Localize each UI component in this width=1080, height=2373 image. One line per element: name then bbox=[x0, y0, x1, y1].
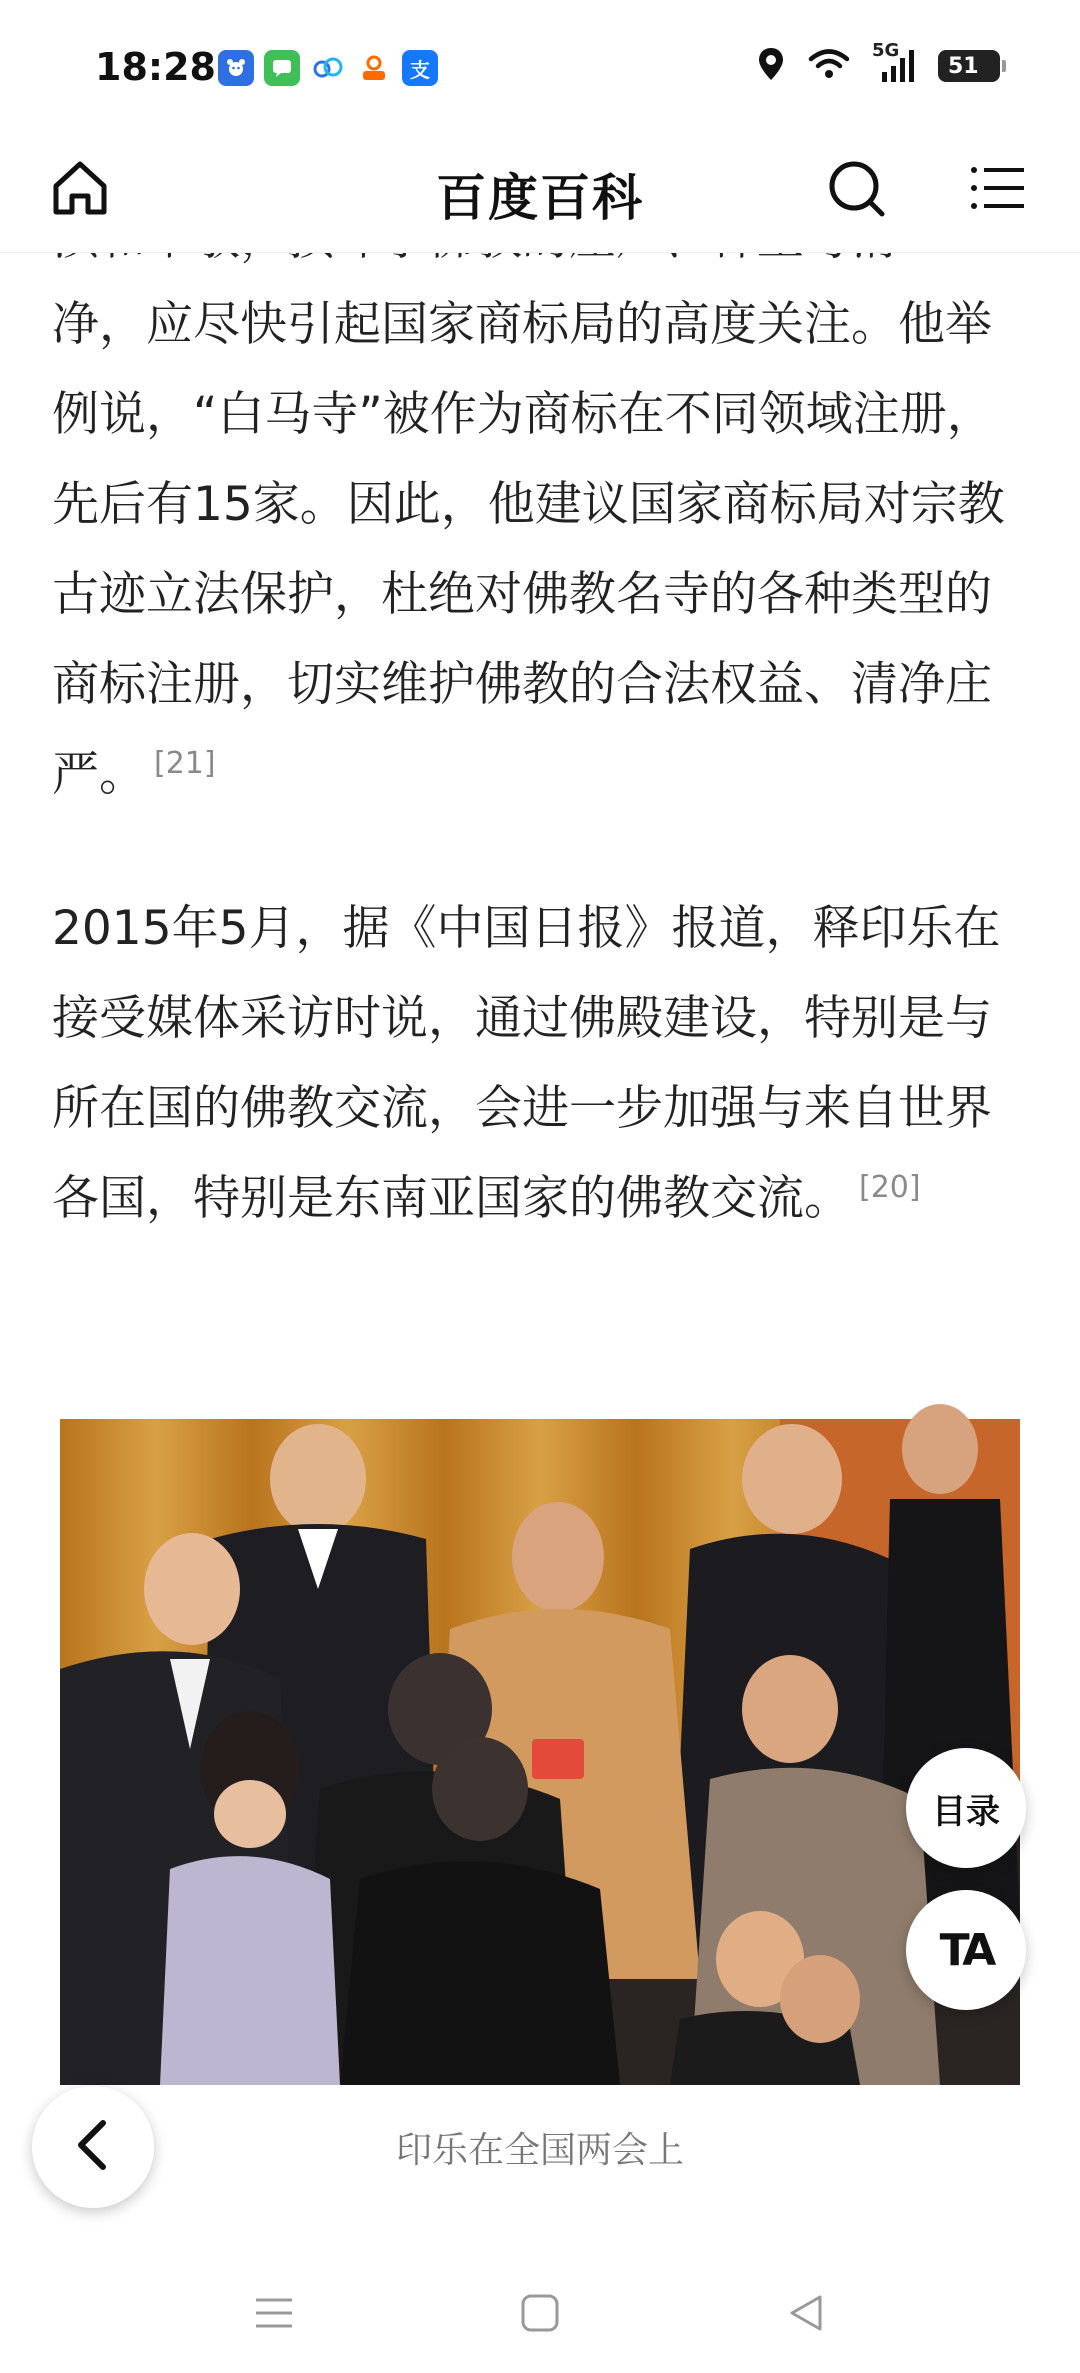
wifi-icon bbox=[808, 48, 850, 84]
message-icon bbox=[264, 50, 300, 86]
battery-icon bbox=[938, 50, 1000, 82]
photo-caption: 印乐在全国两会上 bbox=[395, 2130, 684, 2171]
status-bar bbox=[0, 0, 1080, 130]
top-nav-bar bbox=[0, 130, 1080, 253]
baidu-bear-icon bbox=[218, 50, 254, 86]
system-nav-bar bbox=[0, 2250, 1080, 2373]
paragraph-text: 净，应尽快引起国家商标局的高度关注。他举例说，“白马寺”被作为商标在不同领域注册，先后有15家。因此，他建议国家商标局对宗教古迹立法保护，杜绝对佛教名寺的各种类型的商标注册，切实维护佛教的合法权益、清净庄严。 bbox=[52, 297, 1005, 802]
citation-link[interactable]: [20] bbox=[859, 1170, 921, 1206]
battery-level: 51 bbox=[948, 53, 979, 79]
photo-illustration bbox=[60, 1419, 1020, 2085]
status-time: 18:28 bbox=[95, 45, 216, 89]
citation-link[interactable]: [21] bbox=[154, 746, 216, 782]
menu-button[interactable] bbox=[962, 154, 1034, 226]
article-paragraph bbox=[52, 280, 1032, 820]
system-menu-button[interactable] bbox=[244, 2290, 304, 2340]
table-of-contents-button[interactable]: 目录 bbox=[906, 1748, 1026, 1868]
ta-button[interactable]: TA bbox=[906, 1890, 1026, 2010]
taobao-icon bbox=[356, 50, 392, 86]
hamburger-icon bbox=[254, 2296, 294, 2334]
alipay-icon: 支 bbox=[402, 50, 438, 86]
cloud-icon bbox=[310, 50, 346, 86]
status-indicators bbox=[756, 40, 1000, 86]
search-icon bbox=[824, 156, 888, 224]
chevron-left-icon bbox=[69, 2117, 117, 2177]
back-button[interactable] bbox=[32, 2086, 154, 2208]
search-button[interactable] bbox=[820, 154, 892, 226]
notification-icons bbox=[218, 50, 438, 86]
location-icon bbox=[756, 46, 786, 86]
paragraph-text: 2015年5月，据《中国日报》报道，释印乐在接受媒体采访时说，通过佛殿建设，特别是与所在国的佛教交流，会进一步加强与来自世界各国，特别是东南亚国家的佛教交流。 bbox=[52, 901, 1001, 1226]
list-menu-icon bbox=[966, 156, 1030, 224]
system-home-button[interactable] bbox=[510, 2290, 570, 2340]
system-back-button[interactable] bbox=[776, 2290, 836, 2340]
article-paragraph bbox=[52, 884, 1032, 1334]
page-title: 百度百科 bbox=[436, 169, 644, 227]
triangle-back-icon bbox=[786, 2293, 826, 2337]
cellular-signal-icon: 5G bbox=[872, 48, 916, 84]
article-photo[interactable] bbox=[60, 1419, 1020, 2085]
square-home-icon bbox=[520, 2293, 560, 2337]
